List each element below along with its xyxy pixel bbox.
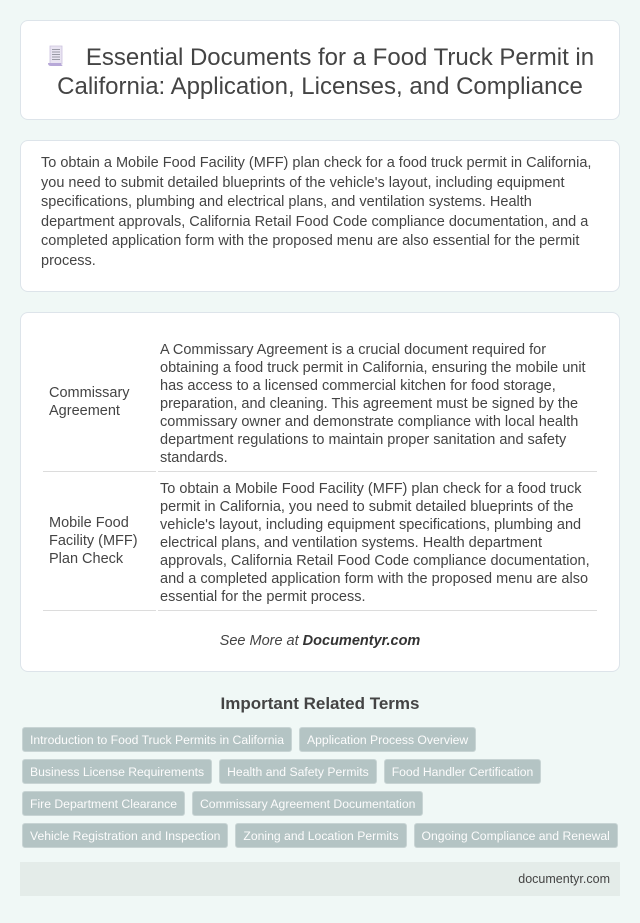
see-more [41,633,599,649]
footer [20,862,620,896]
related-term-tag[interactable]: Ongoing Compliance and Renewal [414,823,618,848]
related-term-tag[interactable]: Vehicle Registration and Inspection [22,823,228,848]
intro-paragraph: To obtain a Mobile Food Facility (MFF) plan check for a food truck permit in California, you need to submit detailed blueprints of the vehicle's layout, including equipment specifications, plumbing and electrical plans, and ventilation systems. Health department approvals, California Retail Food Code compliance documentation, and a completed application form with the proposed menu are also essential for the permit process. [41,155,592,269]
page-title [41,43,599,101]
related-term-tag[interactable]: Business License Requirements [22,759,212,784]
page-title-text: Essential Documents for a Food Truck Permit in California: Application, Licenses, and Compliance [57,44,595,100]
related-term-tag[interactable]: Commissary Agreement Documentation [192,791,423,816]
related-term-tag[interactable]: Fire Department Clearance [22,791,185,816]
related-term-tag[interactable]: Application Process Overview [299,727,476,752]
table-row [43,333,597,472]
related-term-tag[interactable]: Food Handler Certification [384,759,542,784]
intro-card [20,140,620,292]
document-icon [46,44,66,68]
see-more-prefix: See More at [219,633,303,649]
footer-site-link[interactable]: documentyr.com [518,872,610,886]
related-terms-title: Important Related Terms [220,694,420,713]
table-row [43,472,597,611]
table-cell-term: Commissary Agreement [43,333,156,472]
see-more-link[interactable]: Documentyr.com [302,633,421,649]
table-cell-description: A Commissary Agreement is a crucial document required for obtaining a food truck permit in California, ensuring the mobile unit has access to a licensed commercial kitchen for food storage, preparation, and cleaning. This agreement must be signed by the commissary owner and demonstrate compliance with local health department regulations to maintain proper sanitation and safety standards. [158,333,597,472]
documents-table [41,333,599,611]
table-cell-term: Mobile Food Facility (MFF) Plan Check [43,472,156,611]
title-card [20,20,620,120]
table-cell-description: To obtain a Mobile Food Facility (MFF) plan check for a food truck permit in California, you need to submit detailed blueprints of the vehicle's layout, including equipment specifications, plumbing and electrical plans, and ventilation systems. Health department approvals, California Retail Food Code compliance documentation, and a completed application form with the proposed menu are also essential for the permit process. [158,472,597,611]
related-term-tag[interactable]: Zoning and Location Permits [235,823,406,848]
documents-table-card [20,312,620,672]
related-term-tag[interactable]: Health and Safety Permits [219,759,377,784]
related-terms-tags [20,727,620,848]
related-term-tag[interactable]: Introduction to Food Truck Permits in California [22,727,292,752]
